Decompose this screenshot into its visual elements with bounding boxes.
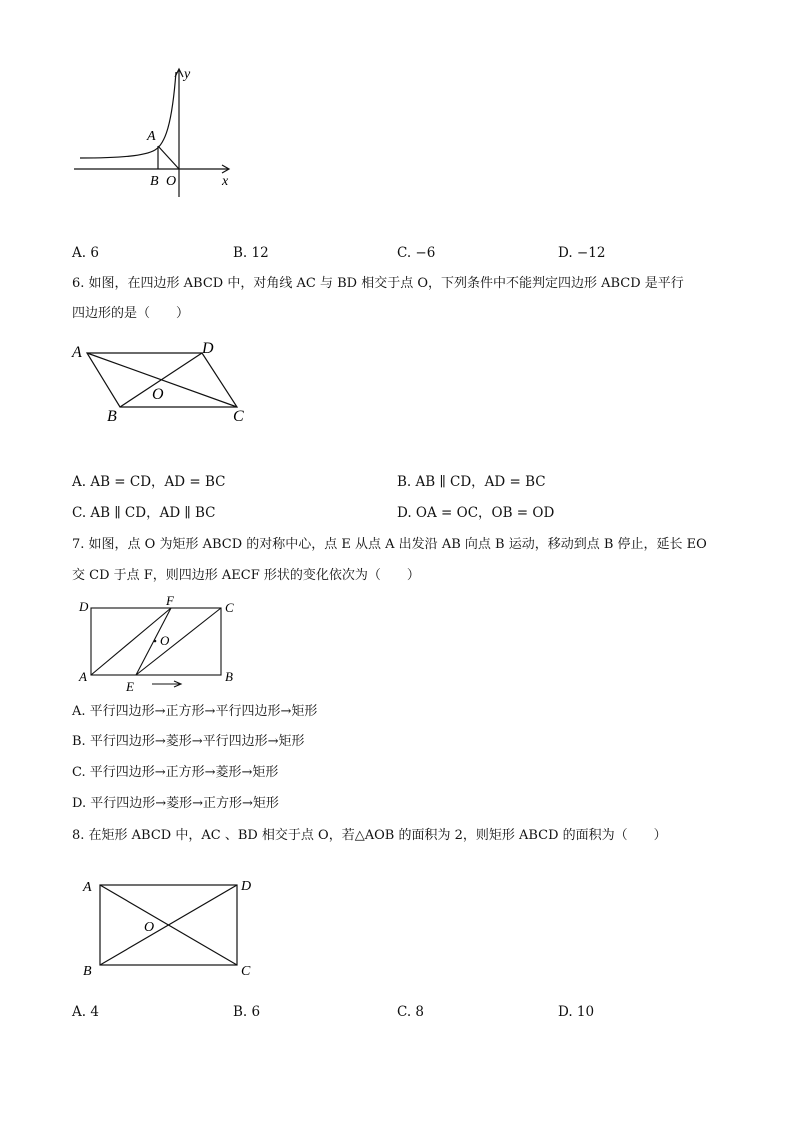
q5-option-a: A. 6	[72, 245, 99, 261]
q7-label-A: A	[79, 669, 87, 684]
q6-stem-line1: 6. 如图，在四边形 ABCD 中，对角线 AC 与 BD 相交于点 O，下列条件中不能判定四边形 ABCD 是平行	[72, 276, 684, 291]
q6-option-c: C. AB ∥ CD，AD ∥ BC	[72, 505, 216, 521]
q7-figure	[70, 592, 250, 697]
q7-label-D: D	[79, 599, 89, 614]
q8-label-A: A	[83, 880, 92, 895]
q7-label-O: O	[160, 633, 170, 648]
q7-stem-line2: 交 CD 于点 F，则四边形 AECF 形状的变化依次为（ ）	[72, 568, 420, 583]
q8-option-d: D. 10	[558, 1004, 595, 1020]
q6-stem-line2: 四边形的是（ ）	[72, 306, 190, 321]
q7-label-C: C	[225, 600, 234, 615]
q6-label-D: D	[202, 340, 214, 357]
q5-label-O: O	[166, 174, 177, 189]
q8-label-D: D	[241, 879, 252, 894]
q6-label-B: B	[107, 408, 117, 425]
q6-option-b: B. AB ∥ CD，AD = BC	[397, 474, 546, 490]
q5-graph	[0, 0, 260, 210]
q6-option-a: A. AB = CD，AD = BC	[72, 474, 226, 490]
q5-option-b: B. 12	[233, 245, 269, 261]
q8-option-c: C. 8	[397, 1004, 425, 1020]
q7-label-B: B	[225, 669, 233, 684]
q7-label-E: E	[126, 679, 134, 694]
q8-stem: 8. 在矩形 ABCD 中，AC 、BD 相交于点 O，若△AOB 的面积为 2，则矩形 ABCD 的面积为（ ）	[72, 828, 667, 843]
q8-option-b: B. 6	[233, 1004, 261, 1020]
q8-label-C: C	[241, 964, 251, 979]
q6-label-C: C	[233, 408, 244, 425]
q6-label-A: A	[72, 344, 82, 361]
q7-stem-line1: 7. 如图，点 O 为矩形 ABCD 的对称中心，点 E 从点 A 出发沿 AB 向点 B 运动，移动到点 B 停止，延长 EO	[72, 537, 707, 552]
q7-option-a: A. 平行四边形→正方形→平行四边形→矩形	[72, 704, 318, 719]
q8-figure	[78, 873, 268, 983]
q7-label-F: F	[166, 593, 174, 608]
q6-label-O: O	[152, 386, 164, 403]
q6-figure	[60, 335, 260, 430]
q7-option-c: C. 平行四边形→正方形→菱形→矩形	[72, 765, 279, 780]
q8-option-a: A. 4	[72, 1004, 99, 1020]
q5-y-label: y	[184, 67, 191, 82]
q7-option-b: B. 平行四边形→菱形→平行四边形→矩形	[72, 734, 305, 749]
q5-label-A: A	[147, 129, 156, 144]
q5-option-c: C. −6	[397, 245, 436, 261]
q5-label-B: B	[150, 174, 159, 189]
q6-option-d: D. OA = OC，OB = OD	[397, 505, 555, 521]
q8-label-B: B	[83, 964, 92, 979]
q7-option-d: D. 平行四边形→菱形→正方形→矩形	[72, 796, 279, 811]
q5-option-d: D. −12	[558, 245, 606, 261]
q8-label-O: O	[144, 920, 155, 935]
q5-x-label: x	[222, 174, 229, 189]
